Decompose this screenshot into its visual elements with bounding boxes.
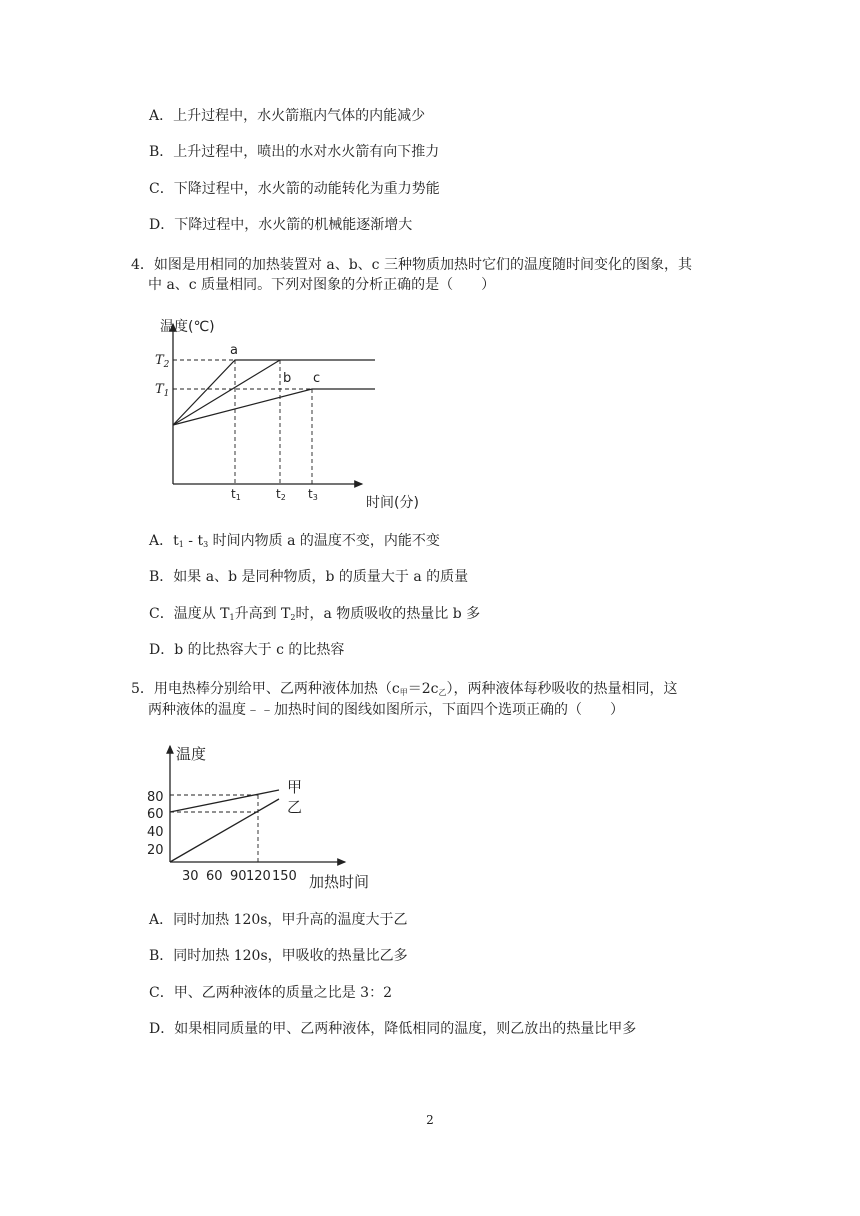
q3-option-c: C．下降过程中，水火箭的动能转化为重力势能 [149,181,440,197]
q5-y-tick-80: 80 [147,790,164,805]
q3-option-d: D．下降过程中，水火箭的机械能逐渐增大 [149,217,413,233]
q4-curve-label-b: b [283,371,292,386]
q5-option-b: B．同时加热 120s，甲吸收的热量比乙多 [149,948,408,964]
q4-x-tick-t1: t1 [231,487,241,502]
q4-option-c: C．温度从 $T_1$升高到 $T_2$时，a 物质吸收的热量比 b 多 [149,606,481,622]
q4-curve-label-c: c [313,371,321,386]
q5-option-d: D．如果相同质量的甲、乙两种液体，降低相同的温度，则乙放出的热量比甲多 [149,1021,637,1037]
q4-y-axis-label: 温度(℃) [160,319,215,335]
q4-stem-line1: 4．如图是用相同的加热装置对 a、b、c 三种物质加热时它们的温度随时间变化的图象，其 [131,257,692,273]
q5-y-tick-20: 20 [147,843,164,858]
q4-stem-line2: 中 a、c 质量相同。下列对图象的分析正确的是（ ） [148,277,496,293]
q4-t2-label: $T_2$ [155,353,170,370]
q5-figure [145,740,385,890]
q5-label-yi: 乙 [287,798,303,816]
q4-t1-label: $T_1$ [155,382,170,399]
q4-x-tick-t2: t2 [276,487,286,502]
q3-option-b: B．上升过程中，喷出的水对水火箭有向下推力 [149,144,440,160]
q5-x-tick-120: 120 [246,869,271,884]
q5-x-axis-label: 加热时间 [309,873,370,890]
q4-figure [150,312,440,512]
q3-option-a: A．上升过程中，水火箭瓶内气体的内能减少 [149,108,426,124]
q5-y-axis-label: 温度 [176,745,207,763]
q5-label-jia: 甲 [287,778,303,796]
q5-x-tick-150: 150 [272,869,297,884]
q5-guide-lines [170,795,258,862]
q5-x-tick-30: 30 [182,869,199,884]
q4-option-b: B．如果 a、b 是同种物质，b 的质量大于 a 的质量 [149,569,469,585]
q4-curve-a [173,360,375,425]
q5-y-tick-60: 60 [147,807,164,822]
q4-curve-label-a: a [230,343,238,358]
q5-option-c: C．甲、乙两种液体的质量之比是 3：2 [149,985,392,1001]
q5-x-tick-90: 90 [230,869,247,884]
page-number: 2 [426,1113,434,1127]
q5-y-tick-40: 40 [147,825,164,840]
q4-x-tick-t3: t3 [308,487,318,502]
q5-option-a: A．同时加热 120s，甲升高的温度大于乙 [149,912,408,928]
q4-option-d: D．b 的比热容大于 c 的比热容 [149,642,345,658]
q5-stem-line2: 两种液体的温度﹣﹣加热时间的图线如图所示，下面四个选项正确的（ ） [148,702,624,718]
q4-x-axis-label: 时间(分) [366,495,419,511]
q5-stem-line1: 5．用电热棒分别给甲、乙两种液体加热$(c_甲=2c_乙)$，两种液体每秒吸收的热量相同，这 [131,681,678,697]
q4-option-a: A．$t_1 - t_3$ 时间内物质 a 的温度不变，内能不变 [149,533,440,549]
q5-x-tick-60: 60 [206,869,223,884]
